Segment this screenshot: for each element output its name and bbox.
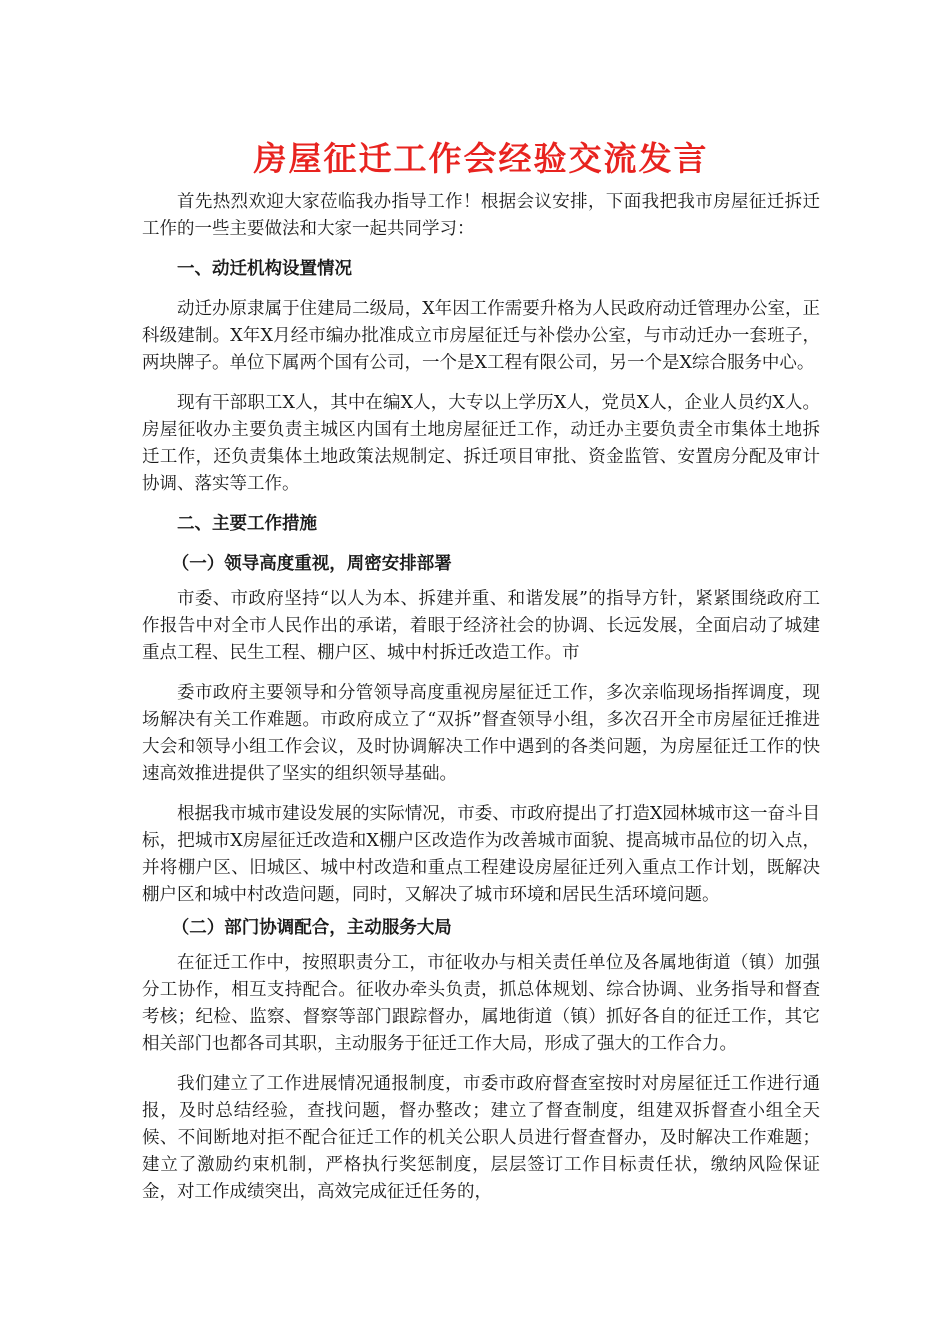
section-heading-1: 一、动迁机构设置情况 — [177, 259, 352, 279]
document-body — [142, 189, 820, 1206]
paragraph-intro: 首先热烈欢迎大家莅临我办指导工作！根据会议安排，下面我把我市房屋征迁拆迁工作的一些主要做法和大家一起共同学习： — [142, 192, 820, 239]
paragraph: 现有干部职工X人，其中在编X人，大专以上学历X人，党员X人，企业人员约X人。房屋征收办主要负责主城区内国有土地房屋征迁工作，动迁办主要负责全市集体土地拆迁工作，还负责集体土地政策法规制定、拆迁项目审批、资金监管、安置房分配及审计协调、落实等工作。 — [142, 393, 820, 494]
subsection-heading-1: （一）领导高度重视，周密安排部署 — [171, 554, 452, 574]
paragraph: 在征迁工作中，按照职责分工，市征收办与相关责任单位及各属地街道（镇）加强分工协作，相互支持配合。征收办牵头负责，抓总体规划、综合协调、业务指导和督查考核；纪检、监察、督察等部门跟踪督办，属地街道（镇）抓好各自的征迁工作，其它相关部门也都各司其职，主动服务于征迁工作大局，形成了强大的工作合力。 — [142, 953, 820, 1054]
document-title: 房屋征迁工作会经验交流发言 — [253, 139, 709, 178]
paragraph: 委市政府主要领导和分管领导高度重视房屋征迁工作，多次亲临现场指挥调度，现场解决有关工作难题。市政府成立了“双拆”督查领导小组，多次召开全市房屋征迁推进大会和领导小组工作会议，及时协调解决工作中遇到的各类问题，为房屋征迁工作的快速高效推进提供了坚实的组织领导基础。 — [142, 683, 820, 784]
section-heading-2: 二、主要工作措施 — [177, 514, 317, 534]
subsection-heading-2: （二）部门协调配合，主动服务大局 — [171, 918, 452, 938]
paragraph: 市委、市政府坚持“以人为本、拆建并重、和谐发展”的指导方针，紧紧围绕政府工作报告中对全市人民作出的承诺，着眼于经济社会的协调、长远发展，全面启动了城建重点工程、民生工程、棚户区、城中村拆迁改造工作。市 — [142, 589, 820, 663]
paragraph: 我们建立了工作进展情况通报制度，市委市政府督查室按时对房屋征迁工作进行通报，及时总结经验，查找问题，督办整改；建立了督查制度，组建双拆督查小组全天候、不间断地对拒不配合征迁工作的机关公职人员进行督查督办，及时解决工作难题；建立了激励约束机制，严格执行奖惩制度，层层签订工作目标责任状，缴纳风险保证金，对工作成绩突出，高效完成征迁任务的， — [142, 1074, 820, 1202]
paragraph: 动迁办原隶属于住建局二级局，X年因工作需要升格为人民政府动迁管理办公室，正科级建制。X年X月经市编办批准成立市房屋征迁与补偿办公室，与市动迁办一套班子，两块牌子。单位下属两个国有公司，一个是X工程有限公司，另一个是X综合服务中心。 — [142, 299, 820, 373]
paragraph: 根据我市城市建设发展的实际情况，市委、市政府提出了打造X园林城市这一奋斗目标，把城市X房屋征迁改造和X棚户区改造作为改善城市面貌、提高城市品位的切入点，并将棚户区、旧城区、城中村改造和重点工程建设房屋征迁列入重点工作计划，既解决棚户区和城中村改造问题，同时，又解决了城市环境和居民生活环境问题。 — [142, 804, 820, 905]
document-page — [142, 135, 820, 1219]
